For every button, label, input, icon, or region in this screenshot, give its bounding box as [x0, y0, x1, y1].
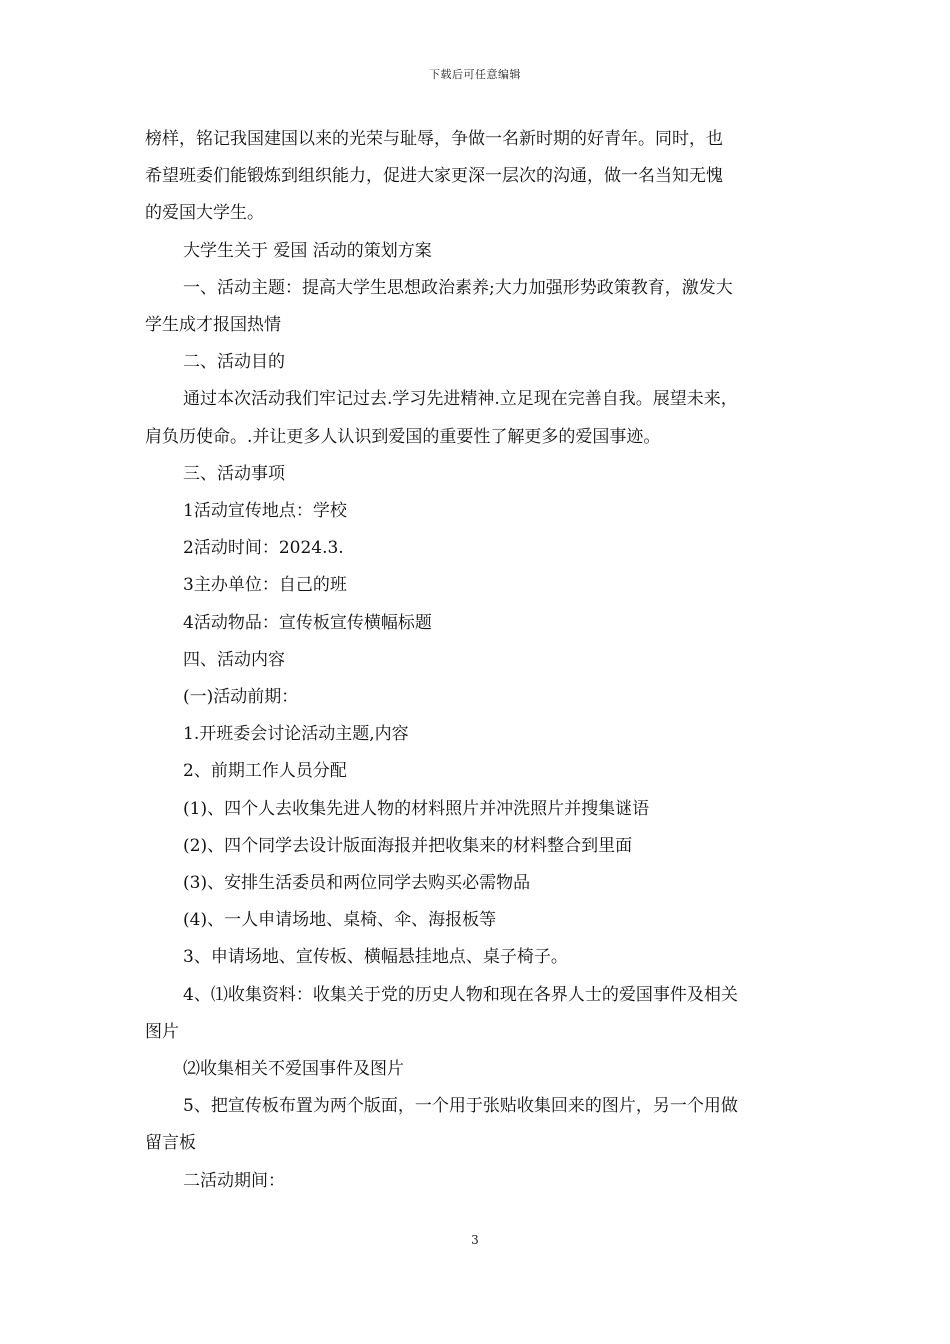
- text-line: (2)、四个同学去设计版面海报并把收集来的材料整合到里面: [183, 835, 633, 856]
- text-line: 4、⑴收集资料：收集关于党的历史人物和现在各界人士的爱国事件及相关: [183, 984, 738, 1005]
- text-line: 学生成才报国热情: [145, 315, 281, 336]
- text-line: (4)、一人申请场地、桌椅、伞、海报板等: [183, 910, 497, 931]
- text-line: (3)、安排生活委员和两位同学去购买必需物品: [183, 873, 531, 894]
- text-line: 5、把宣传板布置为两个版面，一个用于张贴收集回来的图片，另一个用做: [183, 1096, 738, 1117]
- text-line: 三、活动事项: [183, 463, 285, 484]
- text-line: 四、活动内容: [183, 649, 285, 670]
- text-line: 二、活动目的: [183, 352, 285, 373]
- text-line: 肩负历使命。.并让更多人认识到爱国的重要性了解更多的爱国事迹。: [145, 426, 661, 447]
- text-line: ⑵收集相关不爱国事件及图片: [183, 1059, 404, 1080]
- text-line: 3、申请场地、宣传板、横幅悬挂地点、桌子椅子。: [183, 947, 568, 968]
- text-line: 榜样，铭记我国建国以来的光荣与耻辱，争做一名新时期的好青年。同时，也: [145, 129, 723, 149]
- text-line: 希望班委们能锻炼到组织能力，促进大家更深一层次的沟通，做一名当知无愧: [145, 166, 723, 187]
- text-line: 一、活动主题：提高大学生思想政治素养;大力加强形势政策教育，激发大: [183, 277, 733, 298]
- text-line: 4活动物品：宣传板宣传横幅标题: [183, 612, 432, 633]
- document-body: [145, 121, 807, 1200]
- text-line: 1.开班委会讨论活动主题,内容: [183, 724, 409, 745]
- text-line: 二活动期间：: [183, 1170, 285, 1191]
- text-line: 留言板: [145, 1133, 196, 1154]
- text-line: 通过本次活动我们牢记过去.学习先进精神.立足现在完善自我。展望未来，: [183, 389, 738, 410]
- text-line: 大学生关于 爱国 活动的策划方案: [183, 240, 432, 261]
- page-header: 下载后可任意编辑: [429, 68, 521, 81]
- page-number: 3: [471, 1233, 479, 1247]
- text-line: 1活动宣传地点：学校: [183, 501, 347, 522]
- text-line: (一)活动前期：: [183, 687, 299, 708]
- text-line: 2、前期工作人员分配: [183, 761, 347, 782]
- text-line: 图片: [145, 1021, 179, 1042]
- text-line: 的爱国大学生。: [145, 203, 264, 224]
- text-line: 2活动时间：2024.3.: [183, 538, 344, 559]
- text-line: (1)、四个人去收集先进人物的材料照片并冲洗照片并搜集谜语: [183, 798, 650, 819]
- text-line: 3主办单位：自己的班: [183, 575, 347, 596]
